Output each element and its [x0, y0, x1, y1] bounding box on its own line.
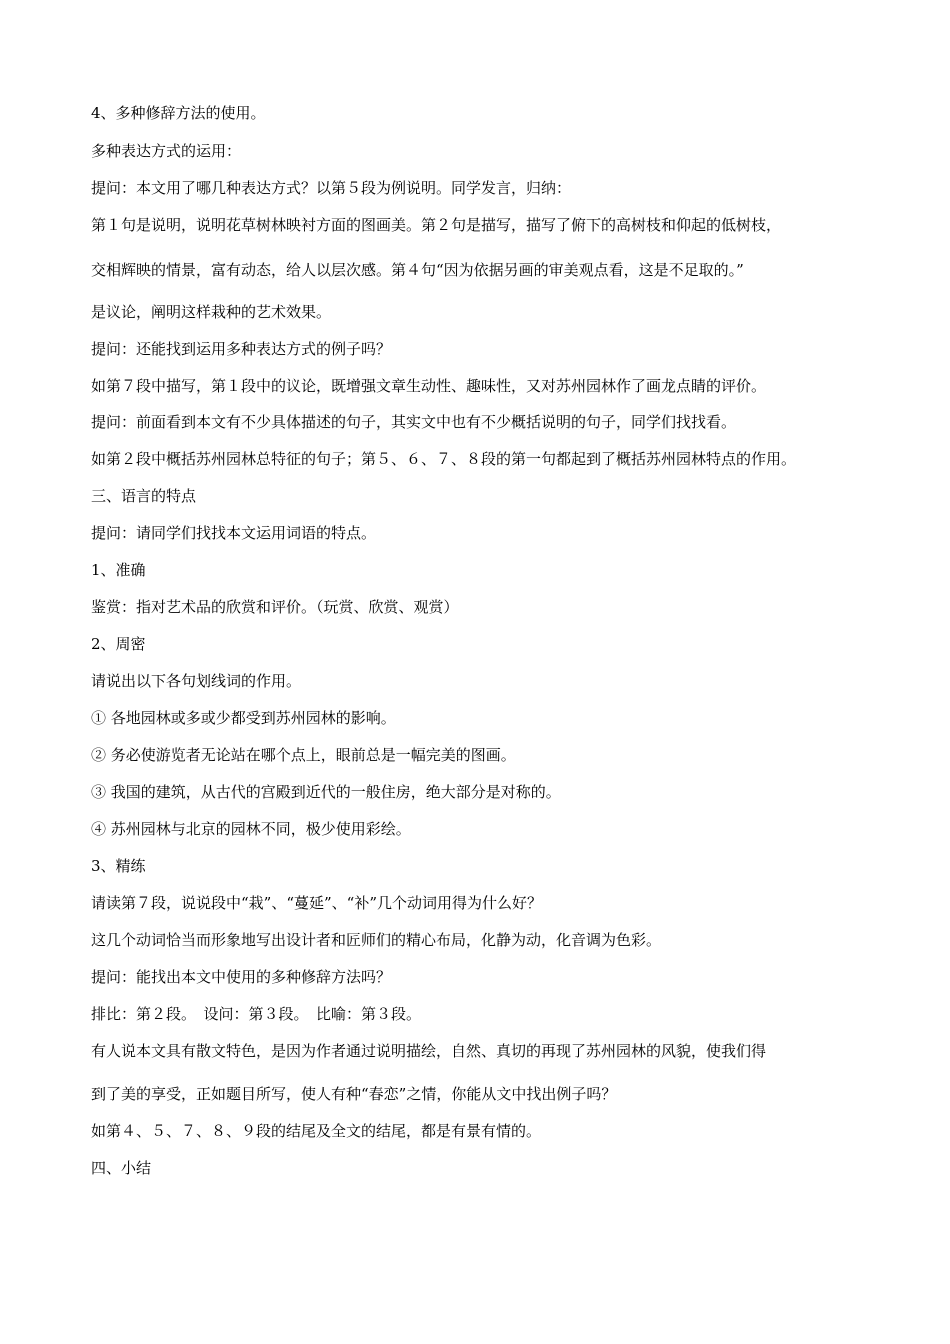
question-expression-methods: 提问：本文用了哪几种表达方式？以第５段为例说明。同学发言，归纳： [91, 179, 572, 197]
rhetoric-methods-heading: 4、多种修辞方法的使用。 [91, 104, 266, 122]
question-summary-sentences: 提问：前面看到本文有不少具体描述的句子，其实文中也有不少概括说明的句子，同学们找找看。 [91, 413, 737, 431]
answer-paragraph-line-3: 是议论，阐明这样栽种的艺术效果。 [91, 303, 332, 321]
example-sentence-4: ④ 苏州园林与北京的园林不同，极少使用彩绘。 [91, 820, 411, 838]
answer-more-examples: 如第７段中描写，第１段中的议论，既增强文章生动性、趣味性，又对苏州园林作了画龙点睛的评价。 [91, 377, 767, 395]
point-accurate: 1、准确 [91, 561, 146, 579]
example-sentence-3: ③ 我国的建筑，从古代的宫殿到近代的一般住房，绝大部分是对称的。 [91, 783, 561, 801]
answer-paragraph-line-1: 第１句是说明，说明花草树林映衬方面的图画美。第２句是描写，描写了俯下的高树枝和仰起的低树枝， [91, 216, 782, 234]
expression-methods-heading: 多种表达方式的运用： [91, 142, 242, 160]
prose-features-line-2: 到了美的享受，正如题目所写，使人有种“春恋”之情，你能从文中找出例子吗？ [91, 1085, 617, 1103]
point-concise: 3、精练 [91, 857, 146, 875]
answer-verbs: 这几个动词恰当而形象地写出设计者和匠师们的精心布局，化静为动，化音调为色彩。 [91, 931, 662, 949]
section-language-features: 三、语言的特点 [91, 487, 197, 505]
answer-rhetoric: 排比：第２段。 设问：第３段。 比喻：第３段。 [91, 1005, 422, 1023]
appreciation-definition: 鉴赏：指对艺术品的欣赏和评价。（玩赏、欣赏、观赏） [91, 598, 459, 616]
question-word-features: 提问：请同学们找找本文运用词语的特点。 [91, 524, 377, 542]
question-rhetoric: 提问：能找出本文中使用的多种修辞方法吗？ [91, 968, 392, 986]
example-sentence-1: ① 各地园林或多或少都受到苏州园林的影响。 [91, 709, 396, 727]
point-rigorous: 2、周密 [91, 635, 146, 653]
prose-features-line-1: 有人说本文具有散文特色，是因为作者通过说明描绘，自然、真切的再现了苏州园林的风貌，使我们得 [91, 1042, 767, 1060]
answer-prose-features: 如第４、５、７、８、９段的结尾及全文的结尾，都是有景有情的。 [91, 1122, 542, 1140]
answer-summary-sentences: 如第２段中概括苏州园林总特征的句子；第５、６、７、８段的第一句都起到了概括苏州园林特点的作用。 [91, 450, 797, 468]
question-more-examples: 提问：还能找到运用多种表达方式的例子吗？ [91, 340, 392, 358]
prompt-underlined-words: 请说出以下各句划线词的作用。 [91, 672, 302, 690]
example-sentence-2: ② 务必使游览者无论站在哪个点上，眼前总是一幅完美的图画。 [91, 746, 516, 764]
question-verbs: 请读第７段，说说段中“栽”、“蔓延”、“补”几个动词用得为什么好？ [91, 894, 543, 912]
answer-paragraph-line-2: 交相辉映的情景，富有动态，给人以层次感。第４句“因为依据另画的审美观点看，这是不足取的。” [91, 261, 744, 279]
section-summary: 四、小结 [91, 1159, 152, 1177]
